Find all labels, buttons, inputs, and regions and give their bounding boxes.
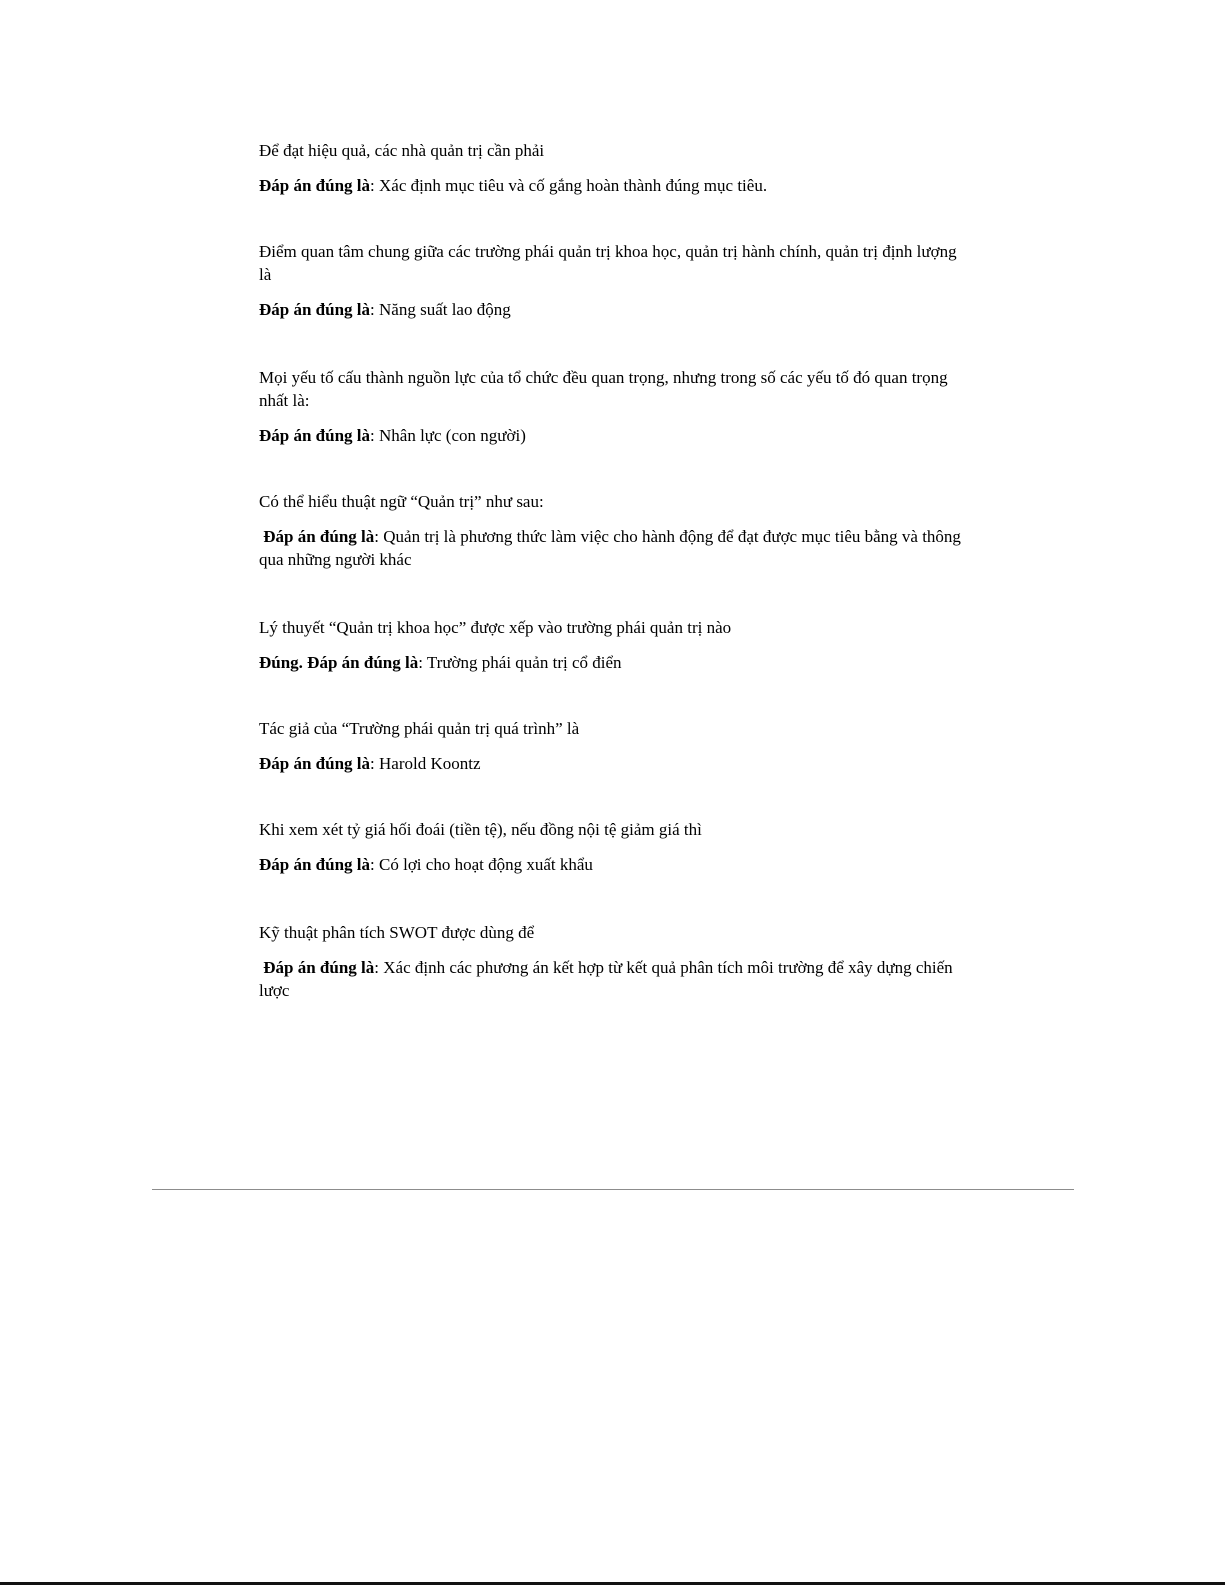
answer-value: : Quản trị là phương thức làm việc cho hành động để đạt được mục tiêu bằng và thông qua những người khác bbox=[259, 527, 961, 569]
document-body bbox=[259, 139, 964, 1002]
question-text: Khi xem xét tỷ giá hối đoái (tiền tệ), nếu đồng nội tệ giảm giá thì bbox=[259, 820, 702, 839]
answer-value: : Xác định các phương án kết hợp từ kết quả phân tích môi trường để xây dựng chiến lược bbox=[259, 958, 953, 1000]
answer-value: : Harold Koontz bbox=[370, 754, 481, 773]
answer-value: : Trường phái quản trị cổ điển bbox=[418, 653, 622, 672]
answer-value: : Nhân lực (con người) bbox=[370, 426, 526, 445]
answer-text bbox=[259, 525, 964, 571]
answer-label: Đáp án đúng là bbox=[263, 958, 375, 977]
answer-text bbox=[259, 752, 964, 775]
question-text: Điểm quan tâm chung giữa các trường phái quản trị khoa học, quản trị hành chính, quản trị định lượng là bbox=[259, 242, 957, 284]
question-text: Mọi yếu tố cấu thành nguồn lực của tổ chức đều quan trọng, nhưng trong số các yếu tố đó quan trọng nhất là: bbox=[259, 368, 948, 410]
qa-item-1 bbox=[259, 139, 964, 197]
answer-label: Đáp án đúng là bbox=[263, 527, 375, 546]
qa-item-2 bbox=[259, 240, 964, 321]
question-text: Có thể hiểu thuật ngữ “Quản trị” như sau: bbox=[259, 492, 544, 511]
answer-text bbox=[259, 956, 964, 1002]
question-text: Kỹ thuật phân tích SWOT được dùng để bbox=[259, 923, 535, 942]
answer-value: : Năng suất lao động bbox=[370, 300, 511, 319]
answer-label: Đáp án đúng là bbox=[259, 300, 371, 319]
answer-text bbox=[259, 651, 964, 674]
answer-label: Đúng. Đáp án đúng là bbox=[259, 653, 419, 672]
answer-label: Đáp án đúng là bbox=[259, 426, 371, 445]
answer-label: Đáp án đúng là bbox=[259, 754, 371, 773]
answer-text bbox=[259, 424, 964, 447]
page-divider bbox=[152, 1189, 1074, 1190]
qa-item-3 bbox=[259, 366, 964, 447]
qa-item-8 bbox=[259, 921, 964, 1002]
answer-label: Đáp án đúng là bbox=[259, 855, 371, 874]
qa-item-5 bbox=[259, 616, 964, 674]
question-text: Để đạt hiệu quả, các nhà quản trị cần phải bbox=[259, 141, 545, 160]
answer-text bbox=[259, 298, 964, 321]
answer-text bbox=[259, 174, 964, 197]
qa-item-7 bbox=[259, 818, 964, 876]
answer-text bbox=[259, 853, 964, 876]
qa-item-4 bbox=[259, 490, 964, 571]
qa-item-6 bbox=[259, 717, 964, 775]
answer-value: : Xác định mục tiêu và cố gắng hoàn thành đúng mục tiêu. bbox=[370, 176, 768, 195]
answer-label: Đáp án đúng là bbox=[259, 176, 371, 195]
question-text: Tác giả của “Trường phái quản trị quá trình” là bbox=[259, 719, 580, 738]
question-text: Lý thuyết “Quản trị khoa học” được xếp vào trường phái quản trị nào bbox=[259, 618, 732, 637]
answer-value: : Có lợi cho hoạt động xuất khẩu bbox=[370, 855, 593, 874]
